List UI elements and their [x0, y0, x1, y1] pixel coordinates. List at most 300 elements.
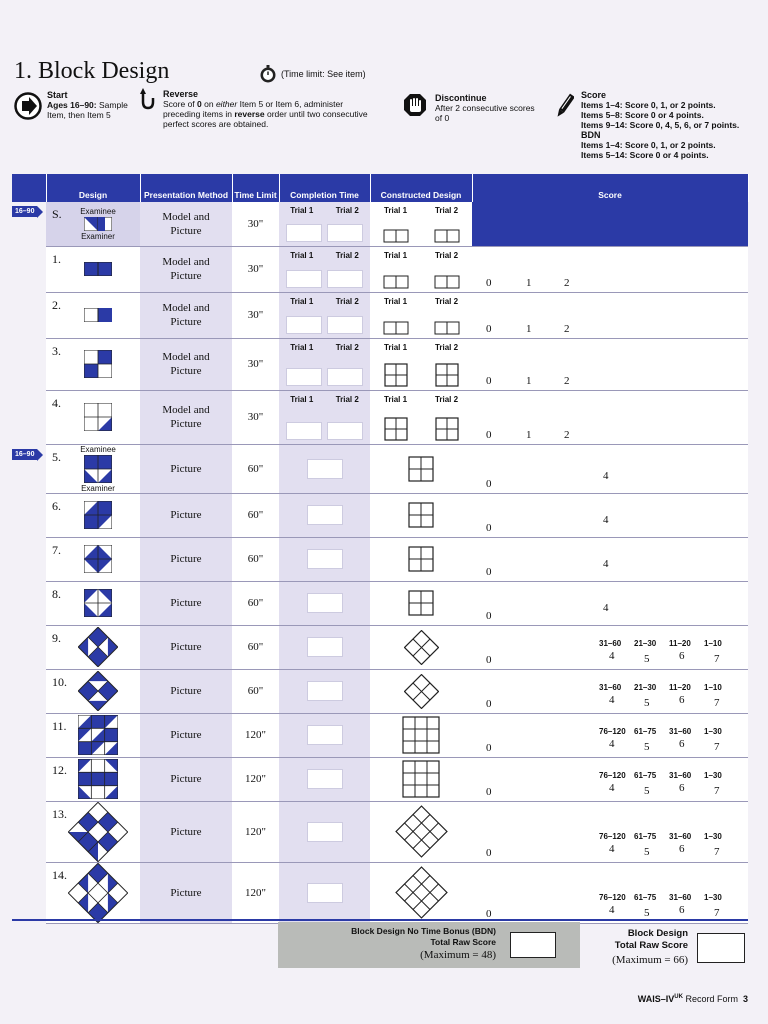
- score-option[interactable]: 2: [564, 276, 570, 289]
- time-range: 61–75: [634, 726, 657, 736]
- time-limit: 30": [247, 217, 264, 230]
- score-rule: Items 1–4: Score 0, 1, or 2 points.: [581, 100, 716, 110]
- score-option[interactable]: 5: [644, 845, 650, 858]
- trial-2-label: Trial 2: [434, 342, 459, 352]
- presentation-method: Picture: [170, 641, 202, 653]
- constructed-design-cell: [370, 390, 472, 444]
- col-constructed-design: Constructed Design: [370, 174, 472, 202]
- score-option[interactable]: 0: [486, 276, 492, 289]
- score-option[interactable]: 4: [603, 557, 609, 570]
- completion-time-trial-2-field[interactable]: [327, 224, 363, 242]
- constructed-design-cell: [370, 537, 472, 581]
- stopwatch-icon: [258, 64, 278, 84]
- stop-hand-icon: [403, 93, 427, 117]
- reverse-text: order until two consecutive: [264, 109, 368, 119]
- completion-time-cell: [279, 801, 370, 862]
- design-2-icon: [84, 308, 112, 322]
- score-option[interactable]: 4: [603, 601, 609, 614]
- score-option[interactable]: 6: [679, 903, 685, 916]
- time-limit-cell: [232, 292, 279, 338]
- col-presentation: Presentation Method: [140, 174, 232, 202]
- presentation-cell: [140, 537, 232, 581]
- item-row-3: [12, 338, 748, 390]
- time-range: 61–75: [634, 831, 657, 841]
- time-limit: 120": [245, 729, 266, 741]
- item-number: 11.: [52, 718, 67, 733]
- item-number: 1.: [52, 251, 61, 266]
- row-gutter: [12, 292, 46, 338]
- gutter-header: [12, 174, 46, 202]
- presentation-method: Picture: [170, 418, 202, 430]
- bd-total-label: [596, 928, 688, 966]
- time-limit: 120": [245, 886, 266, 899]
- completion-time-cell: [279, 625, 370, 669]
- trial-1-label: Trial 1: [290, 296, 314, 306]
- item-number: 12.: [52, 762, 67, 777]
- completion-time-trial-2-field[interactable]: [327, 270, 363, 288]
- discontinue-heading: Discontinue: [435, 93, 487, 103]
- design-sample-icon: [84, 217, 112, 231]
- reverse-text: perfect scores are obtained.: [163, 119, 269, 129]
- time-limit-cell: [232, 537, 279, 581]
- design-6-icon: [84, 501, 112, 529]
- presentation-cell: [140, 493, 232, 537]
- time-limit-cell: [232, 713, 279, 757]
- completion-time-field[interactable]: [307, 549, 343, 569]
- completion-time-trial-1-field[interactable]: [286, 224, 322, 242]
- score-option[interactable]: 7: [714, 652, 720, 665]
- constructed-grid: [402, 716, 440, 754]
- completion-time-trial-1-field[interactable]: [286, 316, 322, 334]
- design-10-icon: [78, 671, 118, 711]
- discontinue-text: of 0: [435, 113, 450, 123]
- score-option[interactable]: 4: [609, 842, 615, 855]
- trial-2-label: Trial 2: [335, 206, 359, 215]
- page-footer: [638, 994, 748, 1004]
- score-rule: Items 5–8: Score 0 or 4 points.: [581, 110, 704, 120]
- design-cell: [46, 537, 140, 581]
- time-limit-cell: [232, 757, 279, 801]
- constructed-grid-trial-1: [383, 275, 409, 289]
- constructed-grid-trial-1: [384, 363, 408, 387]
- time-range: 21–30: [634, 638, 657, 648]
- design-cell: [15, 444, 140, 493]
- timer-text: (Time limit: See item): [281, 69, 366, 79]
- trial-1-label: Trial 1: [383, 296, 408, 306]
- design-cell: [46, 581, 140, 625]
- page-number: 3: [742, 994, 748, 1004]
- completion-time-cell: [279, 862, 370, 923]
- score-cell: [472, 669, 748, 713]
- time-range: 1–30: [704, 770, 722, 780]
- score-option[interactable]: 4: [609, 649, 615, 662]
- bdn-total-text: Total Raw Score: [430, 937, 496, 947]
- trial-2-label: Trial 2: [434, 394, 459, 404]
- design-cell: [15, 202, 140, 246]
- design-5-icon: [84, 455, 112, 483]
- presentation-method: Picture: [170, 773, 202, 785]
- time-range: 76–120: [599, 892, 626, 902]
- score-option[interactable]: 0: [486, 907, 492, 920]
- score-option[interactable]: 0: [486, 741, 492, 754]
- reverse-text: on: [201, 99, 216, 109]
- time-range: 31–60: [669, 770, 692, 780]
- score-option[interactable]: 5: [644, 906, 650, 919]
- constructed-design-cell: [370, 202, 472, 246]
- completion-time-field[interactable]: [307, 637, 343, 657]
- completion-time-field[interactable]: [307, 769, 343, 789]
- presentation-method: Picture: [170, 224, 202, 237]
- presentation-cell: [140, 338, 232, 390]
- time-limit-cell: [232, 338, 279, 390]
- item-number: 10.: [52, 674, 67, 689]
- constructed-design-cell: [370, 292, 472, 338]
- completion-time-cell: [279, 246, 370, 292]
- constructed-design-cell: [370, 493, 472, 537]
- completion-time-trial-1-field[interactable]: [286, 270, 322, 288]
- reverse-text: 0: [197, 99, 202, 109]
- bd-total-score-box[interactable]: [697, 933, 745, 963]
- reverse-text: Item 5 or Item 6, administer: [237, 99, 344, 109]
- reverse-text: either: [215, 99, 238, 109]
- time-limit-cell: [232, 625, 279, 669]
- time-limit-cell: [232, 246, 279, 292]
- score-option[interactable]: 6: [679, 781, 685, 794]
- score-option[interactable]: 1: [526, 428, 532, 441]
- item-row-14: [12, 862, 748, 923]
- score-cell: [472, 390, 748, 444]
- score-cell: [472, 757, 748, 801]
- score-option[interactable]: 4: [609, 903, 615, 916]
- item-number: 2.: [52, 297, 61, 312]
- completion-time-trial-2-field[interactable]: [327, 368, 363, 386]
- completion-time-cell: [279, 202, 370, 246]
- start-heading: Start: [47, 90, 68, 100]
- form-rest: Record Form: [682, 994, 738, 1004]
- col-time-limit: Time Limit: [232, 174, 279, 202]
- completion-time-field[interactable]: [307, 725, 343, 745]
- design-7-icon: [84, 545, 112, 573]
- score-cell: [472, 338, 748, 390]
- row-gutter: [12, 338, 46, 390]
- score-option[interactable]: 7: [714, 784, 720, 797]
- trial-1-label: Trial 1: [383, 206, 408, 215]
- completion-time-trial-2-field[interactable]: [327, 422, 363, 440]
- examiner-label: Examiner: [81, 483, 115, 493]
- completion-time-cell: [279, 581, 370, 625]
- score-option[interactable]: 7: [714, 906, 720, 919]
- time-limit-cell: [232, 801, 279, 862]
- time-limit-cell: [232, 390, 279, 444]
- item-row-6: [12, 493, 748, 537]
- score-rule: Items 5–14: Score 0 or 4 points.: [581, 150, 709, 160]
- constructed-grid: [408, 456, 434, 482]
- score-option[interactable]: 4: [609, 781, 615, 794]
- completion-time-cell: [279, 669, 370, 713]
- trial-1-label: Trial 1: [290, 394, 314, 404]
- bdn-heading: BDN: [581, 130, 601, 140]
- score-option[interactable]: 0: [486, 609, 492, 622]
- presentation-cell: [140, 862, 232, 923]
- score-option[interactable]: 2: [564, 374, 570, 387]
- time-limit-cell: [232, 202, 279, 246]
- item-number: 14.: [52, 867, 67, 882]
- completion-time-cell: [279, 292, 370, 338]
- presentation-method: Picture: [170, 886, 202, 899]
- score-option[interactable]: 5: [644, 740, 650, 753]
- time-limit-cell: [232, 669, 279, 713]
- trial-1-label: Trial 1: [290, 342, 314, 352]
- trial-1-label: Trial 1: [383, 250, 408, 260]
- trial-1-label: Trial 1: [383, 342, 408, 352]
- item-number: 3.: [52, 343, 61, 358]
- presentation-cell: [140, 390, 232, 444]
- completion-time-trial-1-field[interactable]: [286, 368, 322, 386]
- completion-time-field[interactable]: [307, 681, 343, 701]
- score-option[interactable]: 6: [679, 737, 685, 750]
- trial-1-label: Trial 1: [383, 394, 408, 404]
- age-tag: 16–90: [12, 206, 37, 217]
- constructed-design-cell: [370, 625, 472, 669]
- score-option[interactable]: 5: [644, 784, 650, 797]
- score-heading: Score: [581, 90, 607, 100]
- presentation-method: Picture: [170, 509, 202, 521]
- form-sup: UK: [674, 994, 683, 1000]
- sample-item-row: [12, 202, 748, 246]
- completion-time-field[interactable]: [307, 822, 343, 842]
- design-13-icon: [68, 802, 128, 862]
- item-number: 5.: [52, 449, 61, 464]
- reverse-heading: Reverse: [163, 89, 199, 99]
- score-option[interactable]: 0: [486, 653, 492, 666]
- constructed-design-cell: [370, 801, 472, 862]
- item-row-13: [12, 801, 748, 862]
- constructed-grid: [395, 805, 448, 858]
- presentation-method: Picture: [170, 462, 202, 475]
- bdn-maximum: (Maximum = 48): [420, 949, 496, 961]
- score-option[interactable]: 1: [526, 276, 532, 289]
- examinee-label: Examinee: [80, 206, 116, 216]
- design-14-icon: [68, 863, 128, 923]
- row-gutter: [12, 625, 46, 669]
- constructed-grid: [408, 546, 434, 572]
- design-cell: [46, 862, 140, 923]
- constructed-grid: [395, 866, 448, 919]
- score-option[interactable]: 0: [486, 477, 492, 490]
- design-cell: [46, 338, 140, 390]
- item-number: 13.: [52, 806, 67, 821]
- score-cell: [472, 862, 748, 923]
- score-option[interactable]: 5: [644, 652, 650, 665]
- bd-total-text: Block Design: [627, 928, 688, 939]
- score-cell: [472, 625, 748, 669]
- presentation-method: Picture: [170, 316, 202, 328]
- presentation-method: Picture: [170, 685, 202, 697]
- row-gutter: [12, 669, 46, 713]
- score-option[interactable]: 0: [486, 565, 492, 578]
- footer-rule: [12, 919, 748, 921]
- trial-2-label: Trial 2: [434, 206, 459, 215]
- item-row-7: [12, 537, 748, 581]
- item-row-1: [12, 246, 748, 292]
- item-row-4: [12, 390, 748, 444]
- score-option[interactable]: 0: [486, 374, 492, 387]
- presentation-cell: [140, 625, 232, 669]
- presentation-cell: [140, 202, 232, 246]
- presentation-cell: [140, 669, 232, 713]
- row-gutter: [12, 862, 46, 923]
- constructed-design-cell: [370, 862, 472, 923]
- design-11-icon: [78, 715, 118, 755]
- design-cell: [46, 669, 140, 713]
- presentation-cell: [140, 444, 232, 493]
- score-option[interactable]: 6: [679, 842, 685, 855]
- item-number: 6.: [52, 498, 61, 513]
- constructed-grid-trial-1: [384, 417, 408, 441]
- presentation-cell: [140, 801, 232, 862]
- constructed-grid-trial-1: [383, 229, 409, 243]
- time-range: 11–20: [669, 682, 691, 692]
- discontinue-instructions: [435, 93, 560, 123]
- item-row-11: [12, 713, 748, 757]
- trial-1-label: Trial 1: [290, 250, 314, 260]
- design-cell: [46, 246, 140, 292]
- reverse-text: Score of: [163, 99, 198, 109]
- presentation-cell: [140, 581, 232, 625]
- bdn-total-text: Block Design No Time Bonus (BDN): [351, 926, 496, 936]
- item-number: 8.: [52, 586, 61, 601]
- time-limit: 120": [245, 773, 266, 785]
- discontinue-text: After 2 consecutive scores: [435, 103, 535, 113]
- score-option[interactable]: 4: [603, 469, 609, 482]
- completion-time-trial-2-field[interactable]: [327, 316, 363, 334]
- design-cell: [46, 757, 140, 801]
- presentation-method: Picture: [170, 825, 202, 838]
- score-option[interactable]: 0: [486, 846, 492, 859]
- completion-time-cell: [279, 338, 370, 390]
- score-cell: [472, 581, 748, 625]
- time-range: 1–30: [704, 726, 722, 736]
- score-option[interactable]: 6: [679, 693, 685, 706]
- trial-2-label: Trial 2: [335, 296, 359, 306]
- item-row-12: [12, 757, 748, 801]
- score-option[interactable]: 4: [609, 693, 615, 706]
- time-range: 61–75: [634, 770, 657, 780]
- constructed-design-cell: [370, 444, 472, 493]
- completion-time-field[interactable]: [307, 883, 343, 903]
- bdn-total-label: [351, 926, 496, 961]
- score-option[interactable]: 0: [486, 697, 492, 710]
- time-limit-cell: [232, 493, 279, 537]
- time-range: 76–120: [599, 726, 626, 736]
- constructed-design-cell: [370, 246, 472, 292]
- score-rule: Items 9–14: Score 0, 4, 5, 6, or 7 points.: [581, 120, 740, 130]
- design-cell: [46, 292, 140, 338]
- time-range: 61–75: [634, 892, 657, 902]
- score-cell: [472, 292, 748, 338]
- item-row-10: [12, 669, 748, 713]
- score-option[interactable]: 2: [564, 428, 570, 441]
- start-arrow-icon: [14, 92, 42, 120]
- score-cell: [472, 537, 748, 581]
- timer-note: [258, 64, 366, 84]
- completion-time-trial-1-field[interactable]: [286, 422, 322, 440]
- time-range: 76–120: [599, 831, 626, 841]
- time-limit: 30": [247, 358, 264, 370]
- completion-time-cell: [279, 444, 370, 493]
- trial-1-label: Trial 1: [290, 206, 314, 215]
- completion-time-cell: [279, 537, 370, 581]
- presentation-method: Model and: [162, 210, 210, 223]
- col-completion-time: Completion Time: [279, 174, 370, 202]
- row-gutter: [12, 757, 46, 801]
- row-gutter: [12, 246, 46, 292]
- score-option[interactable]: 0: [486, 428, 492, 441]
- time-range: 76–120: [599, 770, 626, 780]
- score-option[interactable]: 0: [486, 785, 492, 798]
- score-option[interactable]: 2: [564, 322, 570, 335]
- score-option[interactable]: 1: [526, 322, 532, 335]
- score-cell: [472, 202, 748, 246]
- presentation-method: Model and: [162, 302, 210, 314]
- item-number: 9.: [52, 630, 61, 645]
- row-gutter: [12, 713, 46, 757]
- constructed-grid-trial-2: [434, 321, 460, 335]
- score-option[interactable]: 7: [714, 845, 720, 858]
- time-limit: 60": [247, 685, 264, 697]
- presentation-cell: [140, 757, 232, 801]
- score-option[interactable]: 4: [603, 513, 609, 526]
- constructed-grid-trial-2: [434, 275, 460, 289]
- completion-time-field[interactable]: [307, 505, 343, 525]
- design-12-icon: [78, 759, 118, 799]
- score-option[interactable]: 0: [486, 322, 492, 335]
- score-option[interactable]: 5: [644, 696, 650, 709]
- presentation-method: Model and: [162, 256, 210, 268]
- row-gutter: [12, 390, 46, 444]
- score-option[interactable]: 4: [609, 737, 615, 750]
- constructed-design-cell: [370, 669, 472, 713]
- item-number: 4.: [52, 395, 61, 410]
- score-rule: Items 1–4: Score 0, 1, or 2 points.: [581, 140, 716, 150]
- score-option[interactable]: 7: [714, 740, 720, 753]
- bdn-total-score-box[interactable]: [510, 932, 556, 958]
- time-range: 1–30: [704, 892, 722, 902]
- completion-time-field[interactable]: [307, 593, 343, 613]
- score-cell: [472, 801, 748, 862]
- time-limit: 60": [247, 553, 264, 565]
- reverse-instructions: [163, 89, 398, 129]
- time-limit: 30": [247, 263, 264, 275]
- completion-time-cell: [279, 713, 370, 757]
- score-option[interactable]: 0: [486, 521, 492, 534]
- time-limit-cell: [232, 581, 279, 625]
- time-range: 31–60: [669, 726, 692, 736]
- score-option[interactable]: 1: [526, 374, 532, 387]
- score-option[interactable]: 7: [714, 696, 720, 709]
- score-option[interactable]: 6: [679, 649, 685, 662]
- item-row-9: [12, 625, 748, 669]
- item-row-2: [12, 292, 748, 338]
- item-row-8: [12, 581, 748, 625]
- completion-time-field[interactable]: [307, 459, 343, 479]
- design-cell: [46, 390, 140, 444]
- constructed-grid: [402, 760, 440, 798]
- constructed-design-cell: [370, 713, 472, 757]
- design-cell: [46, 713, 140, 757]
- pencil-icon: [556, 92, 574, 120]
- time-range: 31–60: [599, 682, 622, 692]
